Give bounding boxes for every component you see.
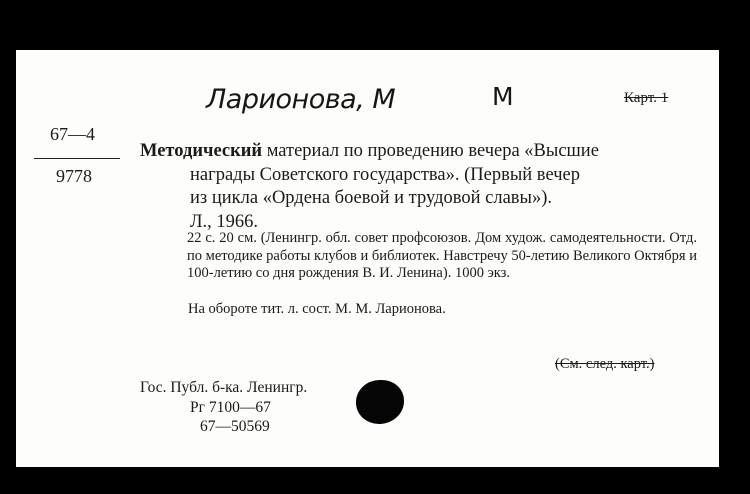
shelfmark-bottom: 9778 [56, 166, 92, 186]
title-line-1-rest: материал по проведению вечера «Высшие [266, 141, 599, 161]
title-line-1 [140, 141, 599, 161]
title-block [140, 140, 696, 234]
library-line-3: 67—50569 [200, 418, 270, 435]
library-line-1: Гос. Публ. б-ка. Ленингр. [140, 379, 308, 396]
imprint-text: 22 с. 20 см. (Ленингр. обл. совет профсоюзов. Дом худож. самодеятельности. Отд. по методике работы клубов и библиотек. Навстречу 50-летию Великого Октября и 100-летию со дня рождения В. И. Ленина). 1000 экз. [187, 230, 697, 281]
library-block [140, 378, 307, 437]
library-line-2: Рг 7100—67 [190, 398, 271, 416]
title-line-3: из цикла «Ордена боевой и трудовой славы»). [190, 188, 552, 208]
continued-note: (См. след. карт.) [555, 356, 655, 372]
shelfmark-divider [34, 158, 120, 159]
shelfmark-top: 67—4 [50, 124, 95, 144]
title-line-4: Л., 1966. [190, 211, 259, 232]
handwritten-mark: М [492, 82, 514, 111]
handwritten-author: Ларионова, М [206, 84, 396, 115]
title-lead: Методический [140, 141, 263, 161]
title-line-2: награды Советского государства». (Первый вечер [190, 164, 580, 185]
card-number: Карт. 1 [624, 90, 669, 106]
compiler-note: На обороте тит. л. сост. М. М. Ларионова. [188, 301, 446, 317]
